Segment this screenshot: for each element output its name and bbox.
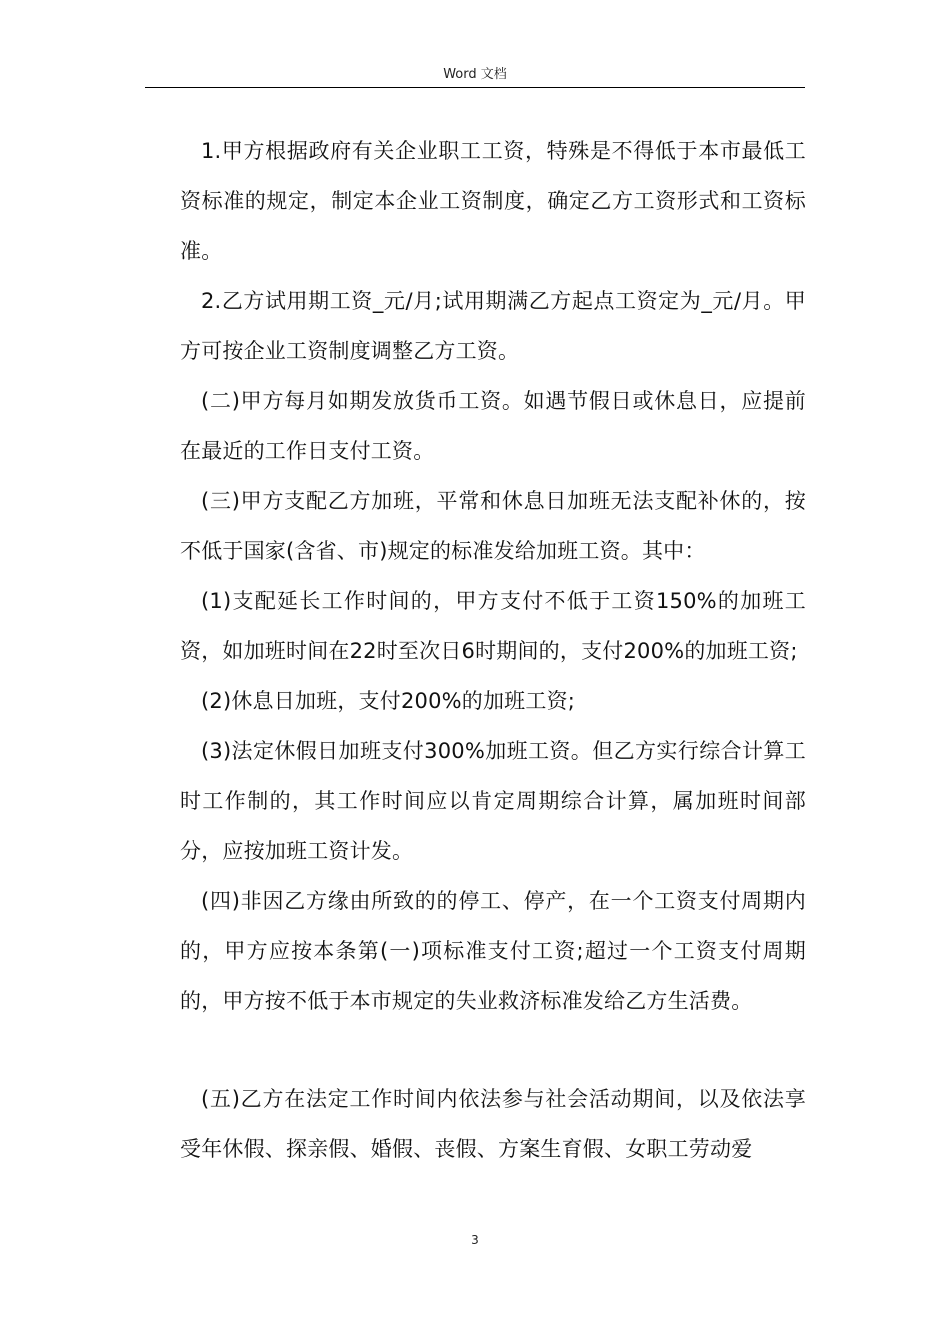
page-number: 3: [471, 1233, 479, 1247]
paragraph-monthly-payment: (二)甲方每月如期发放货币工资。如遇节假日或休息日，应提前在最近的工作日支付工资。: [180, 389, 806, 463]
paragraph-overtime: (三)甲方支配乙方加班，平常和休息日加班无法支配补休的，按不低于国家(含省、市)规定的标准发给加班工资。其中：: [180, 489, 806, 563]
paragraph-probation-wage: 2.乙方试用期工资_元/月;试用期满乙方起点工资定为_元/月。甲方可按企业工资制度调整乙方工资。: [180, 289, 806, 363]
paragraph-overtime-holiday: (3)法定休假日加班支付300%加班工资。但乙方实行综合计算工时工作制的，其工作时间应以肯定周期综合计算，属加班时间部分，应按加班工资计发。: [180, 739, 806, 863]
header-divider: [145, 87, 805, 88]
paragraph-wage-standard: 1.甲方根据政府有关企业职工工资，特殊是不得低于本市最低工资标准的规定，制定本企业工资制度，确定乙方工资形式和工资标准。: [180, 139, 806, 263]
paragraph-overtime-rest-day: (2)休息日加班，支付200%的加班工资;: [201, 689, 576, 713]
paragraph-work-stoppage: (四)非因乙方缘由所致的的停工、停产，在一个工资支付周期内的，甲方应按本条第(一)项标准支付工资;超过一个工资支付周期的，甲方按不低于本市规定的失业救济标准发给乙方生活费。: [180, 889, 806, 1013]
document-body: [180, 126, 806, 1174]
paragraph-social-activities: (五)乙方在法定工作时间内依法参与社会活动期间，以及依法享受年休假、探亲假、婚假、丧假、方案生育假、女职工劳动爱: [180, 1087, 806, 1161]
paragraph-overtime-extended-hours: (1)支配延长工作时间的，甲方支付不低于工资150%的加班工资，如加班时间在22时至次日6时期间的，支付200%的加班工资;: [180, 589, 806, 663]
page-header: Word 文档: [443, 67, 507, 82]
